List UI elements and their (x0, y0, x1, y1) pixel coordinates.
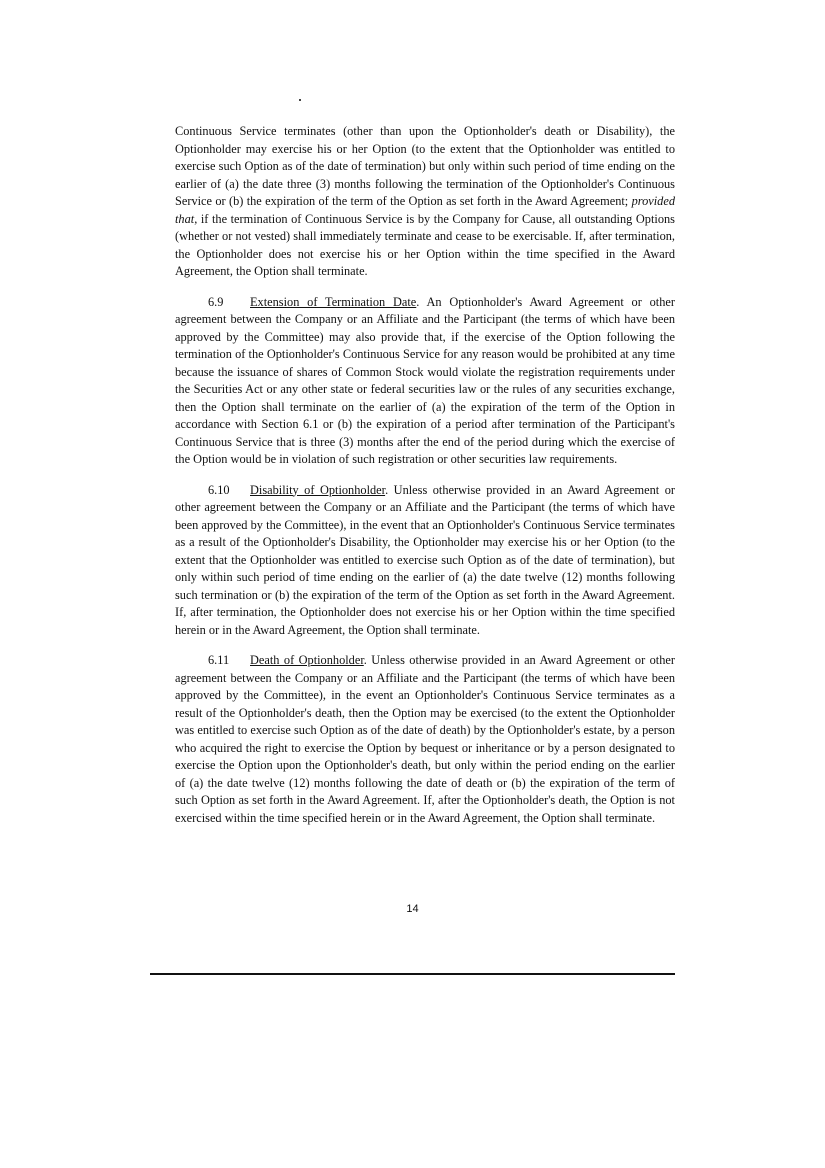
section-number: 6.10 (208, 482, 230, 497)
continuation-paragraph (175, 123, 675, 281)
section-6-10 (175, 482, 675, 640)
page-number: 14 (406, 903, 419, 915)
section-body: . Unless otherwise provided in an Award Agreement or other agreement between the Company or an Affiliate and the Participant (the terms of which have been approved by the Committee), in the event that an Optionholder's Continuous Service terminates as a result of the Optionholder's Disability, the Optionholder may exercise his or her Option (to the extent that the Optionholder was entitled to exercise such Option as of the date of termination), but only within such period of time ending on the earlier of (a) the date twelve (12) months following such termination or (b) the expiration of the term of the Option as set forth in the Award Agreement. If, after termination, the Optionholder does not exercise his or her Option within the time specified herein or in the Award Agreement, the Option shall terminate. (175, 482, 675, 637)
continuation-text-after: , if the termination of Continuous Service is by the Company for Cause, all outstanding Options (whether or not vested) shall immediately terminate and cease to be exercisable. If, after termination, the Optionholder does not exercise his or her Option within the time specified in the Award Agreement, the Option shall terminate. (175, 211, 675, 278)
section-number: 6.11 (208, 653, 230, 667)
continuation-text-before: Continuous Service terminates (other than upon the Optionholder's death or Disability), the Optionholder may exercise his or her Option (to the extent that the Optionholder was entitled to exercise such Option as of the date of termination) but only within such period of time ending on the earlier of (a) the date three (3) months following the termination of the Optionholder's Continuous Service or (b) the expiration of the term of the Option as set forth in the Award Agreement; (175, 124, 675, 208)
section-heading: Death of Optionholder (250, 653, 364, 667)
footer-divider (150, 973, 675, 975)
section-heading: Disability of Optionholder (250, 482, 386, 497)
document-body (175, 123, 675, 840)
section-heading: Extension of Termination Date (250, 294, 417, 309)
section-body: . Unless otherwise provided in an Award Agreement or other agreement between the Company or an Affiliate and the Participant (the terms of which have been approved by the Committee), in the event an Optionholder's Continuous Service terminates as a result of the Optionholder's death, then the Option may be exercised (to the extent the Optionholder was entitled to exercise such Option as of the date of death) by the Optionholder's estate, by a person who acquired the right to exercise the Option by bequest or inheritance or by a person designated to exercise the Option upon the Optionholder's death, but only within the period ending on the earlier of (a) the date twelve (12) months following the date of death or (b) the expiration of the term of such Option as set forth in the Award Agreement. If, after the Optionholder's death, the Option is not exercised within the time specified herein or in the Award Agreement, the Option shall terminate. (175, 653, 676, 825)
section-6-11 (175, 652, 675, 827)
section-body: . An Optionholder's Award Agreement or other agreement between the Company or an Affiliate and the Participant (the terms of which have been approved by the Committee) may also provide that, if the exercise of the Option following the termination of the Optionholder's Continuous Service for any reason would be prohibited at any time because the issuance of shares of Common Stock would violate the registration requirements under the Securities Act or any other state or federal securities law or the rules of any securities exchange, then the Option shall terminate on the earlier of (a) the expiration of the term of the Option in accordance with Section 6.1 or (b) the expiration of a period after termination of the Participant's Continuous Service that is three (3) months after the end of the period during which the exercise of the Option would be in violation of such registration or other securities law requirements. (175, 294, 675, 466)
stray-mark (299, 99, 301, 101)
section-number: 6.9 (208, 294, 224, 309)
continuation-emphasis: provided that (175, 194, 675, 226)
section-6-9 (175, 294, 675, 469)
